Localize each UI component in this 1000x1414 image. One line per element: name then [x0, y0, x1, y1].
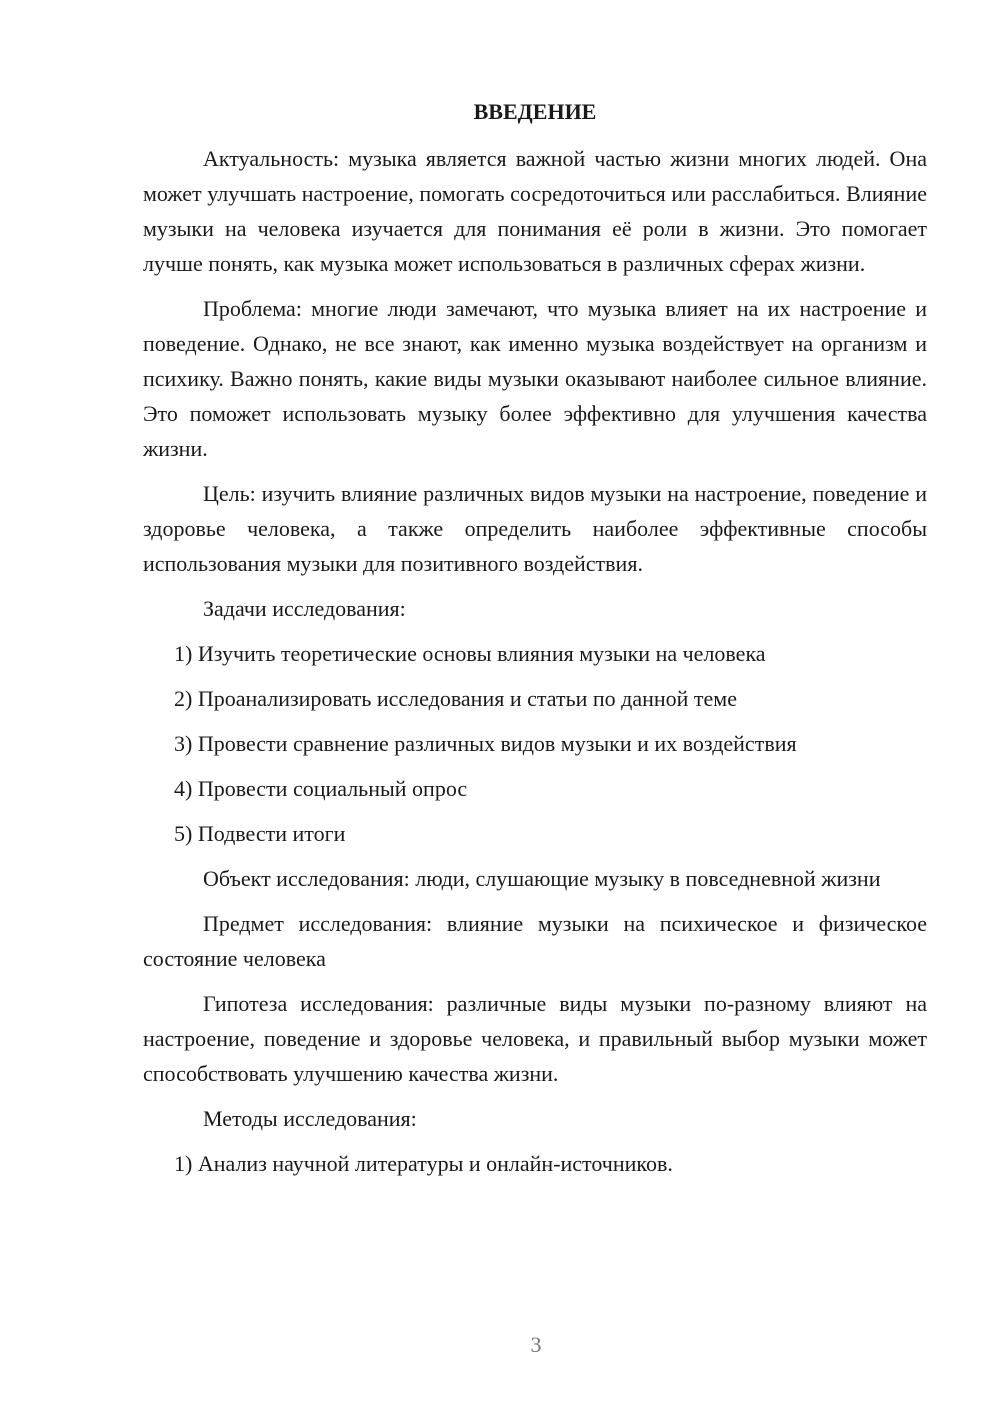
section-title: ВВЕДЕНИЕ	[473, 99, 597, 124]
methods-list	[143, 1146, 927, 1181]
tasks-list	[143, 636, 927, 851]
paragraph-relevance: Актуальность: музыка является важной частью жизни многих людей. Она может улучшать настроение, помогать сосредоточиться или расслабиться. Влияние музыки на человека изучается для понимания её роли в жизни. Это помогает лучше понять, как музыка может использоваться в различных сферах жизни.	[143, 146, 927, 276]
list-item: 1) Изучить теоретические основы влияния музыки на человека	[174, 641, 766, 666]
paragraph-subject: Предмет исследования: влияние музыки на психическое и физическое состояние человека	[143, 911, 927, 971]
list-item: 5) Подвести итоги	[174, 821, 346, 846]
paragraph-goal: Цель: изучить влияние различных видов музыки на настроение, поведение и здоровье человека, а также определить наиболее эффективные способы использования музыки для позитивного воздействия.	[143, 481, 927, 576]
page-number: 3	[530, 1332, 542, 1357]
paragraph-object: Объект исследования: люди, слушающие музыку в повседневной жизни	[203, 866, 881, 891]
document-page	[143, 94, 927, 1191]
methods-heading: Методы исследования:	[203, 1106, 417, 1131]
paragraph-hypothesis: Гипотеза исследования: различные виды музыки по-разному влияют на настроение, поведение и здоровье человека, и правильный выбор музыки может способствовать улучшению качества жизни.	[143, 991, 927, 1086]
list-item: 3) Провести сравнение различных видов музыки и их воздействия	[174, 731, 797, 756]
list-item: 1) Анализ научной литературы и онлайн-источников.	[174, 1151, 673, 1176]
tasks-heading: Задачи исследования:	[203, 596, 406, 621]
paragraph-problem: Проблема: многие люди замечают, что музыка влияет на их настроение и поведение. Однако, не все знают, как именно музыка воздействует на организм и психику. Важно понять, какие виды музыки оказывают наиболее сильное влияние. Это поможет использовать музыку более эффективно для улучшения качества жизни.	[143, 296, 927, 461]
list-item: 4) Провести социальный опрос	[174, 776, 468, 801]
list-item: 2) Проанализировать исследования и статьи по данной теме	[174, 686, 737, 711]
